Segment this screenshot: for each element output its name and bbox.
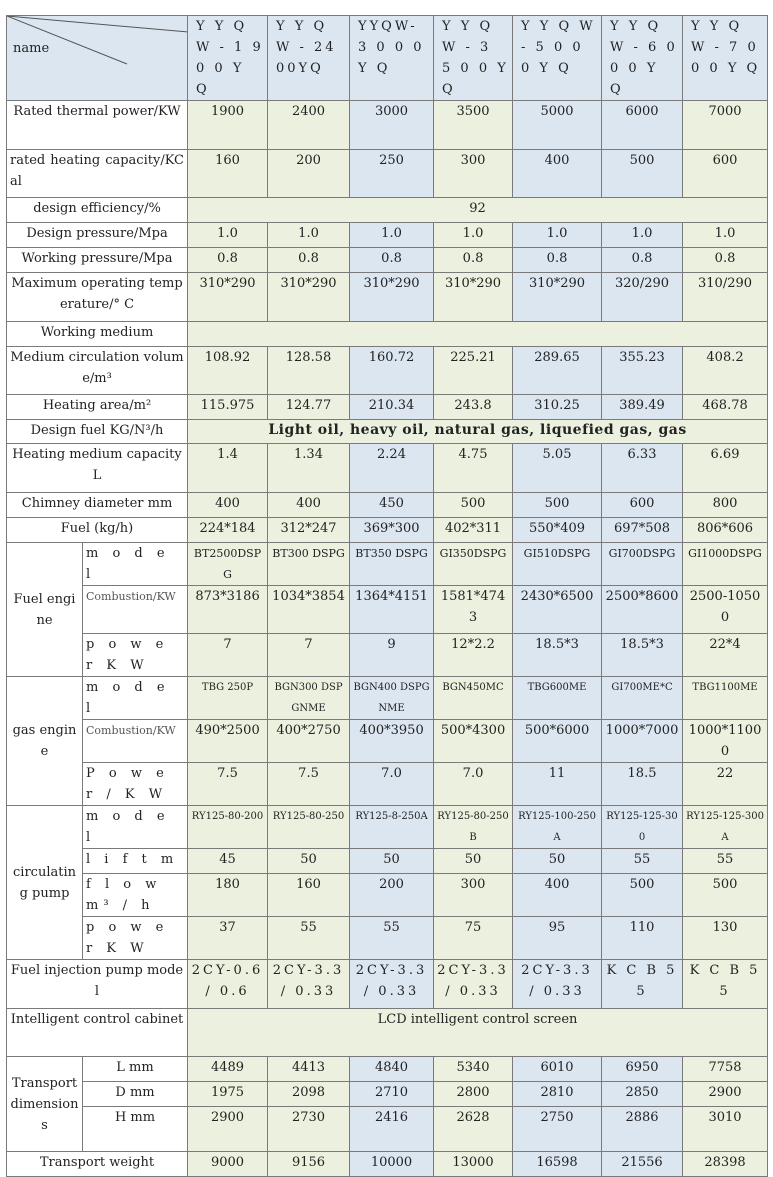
value-cell: 22 [683,763,768,806]
value-cell: 1.0 [683,223,768,248]
value-cell: 11 [513,763,602,806]
model-header: Y Y Q W - 3 5 0 0 Y Q [434,16,513,101]
value-cell: GI700DSPG [602,543,683,586]
value-cell: 5340 [434,1057,513,1082]
value-cell: 3500 [434,101,513,150]
value-cell: 18.5 [602,763,683,806]
value-cell: 108.92 [188,347,268,395]
value-cell: 500*4300 [434,720,513,763]
sub-label: Combustion/KW [83,720,188,763]
value-cell: BT350 DSPG [350,543,434,586]
value-cell: 4840 [350,1057,434,1082]
value-cell: 6.69 [683,444,768,493]
value-cell: 10000 [350,1152,434,1177]
table-row [7,150,768,198]
value-cell: RY125-125-300A [683,806,768,849]
table-row [7,960,768,1009]
model-header: YYQW- 3 0 0 0 Y Q [350,16,434,101]
merged-value-cell [188,322,768,347]
sub-label: D mm [83,1082,188,1107]
value-cell: 2098 [268,1082,350,1107]
value-cell: 2400 [268,101,350,150]
value-cell: 4489 [188,1057,268,1082]
value-cell: 128.58 [268,347,350,395]
value-cell: 28398 [683,1152,768,1177]
value-cell: 243.8 [434,395,513,420]
value-cell: RY125-100-250A [513,806,602,849]
value-cell: 2430*6500 [513,586,602,634]
row-label: rated heating capacity/KCal [7,150,188,198]
value-cell: 500 [602,874,683,917]
value-cell: 490*2500 [188,720,268,763]
value-cell: 300 [434,874,513,917]
table-row [7,223,768,248]
value-cell: 4.75 [434,444,513,493]
table-row [7,101,768,150]
row-label: Chimney diameter mm [7,493,188,518]
value-cell: 355.23 [602,347,683,395]
value-cell: 55 [268,917,350,960]
value-cell: RY125-80-200 [188,806,268,849]
value-cell: 300 [434,150,513,198]
value-cell: 0.8 [683,248,768,273]
value-cell: 320/290 [602,273,683,322]
value-cell: 55 [602,849,683,874]
value-cell: 1.0 [602,223,683,248]
row-label: design efficiency/% [7,198,188,223]
value-cell: 369*300 [350,518,434,543]
table-row [7,322,768,347]
row-label: Fuel injection pump model [7,960,188,1009]
value-cell: 9000 [188,1152,268,1177]
value-cell: 16598 [513,1152,602,1177]
value-cell: 75 [434,917,513,960]
table-row [7,493,768,518]
table-row [7,1107,768,1152]
model-header: Y Y Q W - 6 0 0 0 Y Q [602,16,683,101]
table-row [7,720,768,763]
group-label: circulating pump [7,806,83,960]
value-cell: 50 [513,849,602,874]
table-row [7,1057,768,1082]
value-cell: BGN300 DSPGNME [268,677,350,720]
value-cell: 160 [268,874,350,917]
table-row [7,586,768,634]
value-cell: 2628 [434,1107,513,1152]
table-row [7,763,768,806]
table-row [7,198,768,223]
row-label: Heating medium capacity L [7,444,188,493]
table-row [7,917,768,960]
table-row [7,1009,768,1057]
value-cell: 18.5*3 [602,634,683,677]
sub-label: p o w e r K W [83,634,188,677]
value-cell: 2900 [188,1107,268,1152]
value-cell: 4413 [268,1057,350,1082]
value-cell: 1.0 [268,223,350,248]
merged-value-cell: LCD intelligent control screen [188,1009,768,1057]
model-header: Y Y Q W - 7 0 0 0 Y Q [683,16,768,101]
value-cell: GI350DSPG [434,543,513,586]
value-cell: 400 [513,150,602,198]
value-cell: 400 [513,874,602,917]
value-cell: 9156 [268,1152,350,1177]
table-row [7,518,768,543]
row-label: Working pressure/Mpa [7,248,188,273]
value-cell: 50 [268,849,350,874]
value-cell: 2.24 [350,444,434,493]
value-cell: 1.0 [434,223,513,248]
table-row [7,874,768,917]
model-header: Y Y Q W - 1 9 0 0 Y Q [188,16,268,101]
value-cell: 55 [350,917,434,960]
value-cell: 6010 [513,1057,602,1082]
value-cell: 310*290 [513,273,602,322]
table-row [7,543,768,586]
value-cell: 55 [683,849,768,874]
value-cell: 225.21 [434,347,513,395]
sub-label: m o d e l [83,543,188,586]
value-cell: 21556 [602,1152,683,1177]
value-cell: 3000 [350,101,434,150]
sub-label: Combustion/KW [83,586,188,634]
merged-value-cell: Light oil, heavy oil, natural gas, liquefied gas, gas [188,420,768,444]
row-label: Intelligent control cabinet [7,1009,188,1057]
table-row [7,347,768,395]
value-cell: 2900 [683,1082,768,1107]
value-cell: 2CY-3.3 / 0.33 [268,960,350,1009]
value-cell: 37 [188,917,268,960]
merged-value-cell: 92 [188,198,768,223]
value-cell: 12*2.2 [434,634,513,677]
value-cell: 7.0 [350,763,434,806]
value-cell: 2730 [268,1107,350,1152]
value-cell: 7000 [683,101,768,150]
sub-label: L mm [83,1057,188,1082]
value-cell: K C B 55 [683,960,768,1009]
value-cell: 0.8 [350,248,434,273]
value-cell: 450 [350,493,434,518]
value-cell: TBG1100ME [683,677,768,720]
row-label: Working medium [7,322,188,347]
row-label: Fuel (kg/h) [7,518,188,543]
sub-label: p o w e r K W [83,917,188,960]
value-cell: 2810 [513,1082,602,1107]
value-cell: 50 [434,849,513,874]
value-cell: 7 [188,634,268,677]
value-cell: 1.4 [188,444,268,493]
value-cell: 1.0 [513,223,602,248]
boiler-spec-table [6,15,768,1177]
value-cell: 0.8 [513,248,602,273]
row-label: Design fuel KG/N³/h [7,420,188,444]
value-cell: 800 [683,493,768,518]
table-row [7,1082,768,1107]
corner-label: name [13,41,50,56]
value-cell: GI1000DSPG [683,543,768,586]
table-row [7,273,768,322]
value-cell: 2886 [602,1107,683,1152]
sub-label: l i f t m [83,849,188,874]
value-cell: 1000*11000 [683,720,768,763]
value-cell: 1581*4743 [434,586,513,634]
value-cell: 500 [434,493,513,518]
value-cell: 310/290 [683,273,768,322]
value-cell: 200 [350,874,434,917]
value-cell: 18.5*3 [513,634,602,677]
value-cell: 7.0 [434,763,513,806]
sub-label: m o d e l [83,677,188,720]
table-row [7,1152,768,1177]
value-cell: 600 [683,150,768,198]
value-cell: 1.0 [350,223,434,248]
sub-label: f l o w m³ / h [83,874,188,917]
value-cell: 2500-10500 [683,586,768,634]
value-cell: 600 [602,493,683,518]
value-cell: 468.78 [683,395,768,420]
value-cell: 2500*8600 [602,586,683,634]
value-cell: 408.2 [683,347,768,395]
value-cell: 200 [268,150,350,198]
value-cell: 7758 [683,1057,768,1082]
value-cell: 2CY-3.3 / 0.33 [350,960,434,1009]
value-cell: 7.5 [268,763,350,806]
value-cell: 250 [350,150,434,198]
value-cell: 6950 [602,1057,683,1082]
table-row [7,16,768,101]
value-cell: 1364*4151 [350,586,434,634]
group-label: gas engine [7,677,83,806]
corner-header-cell [7,16,188,101]
model-header: Y Y Q W - 2400YQ [268,16,350,101]
value-cell: 873*3186 [188,586,268,634]
sub-label: P o w e r / K W [83,763,188,806]
value-cell: 500 [513,493,602,518]
value-cell: 1.0 [188,223,268,248]
value-cell: 124.77 [268,395,350,420]
table-row [7,806,768,849]
value-cell: BGN400 DSPGNME [350,677,434,720]
value-cell: 115.975 [188,395,268,420]
value-cell: RY125-80-250 [268,806,350,849]
value-cell: 310*290 [434,273,513,322]
row-label: Heating area/m² [7,395,188,420]
value-cell: 22*4 [683,634,768,677]
table-row [7,395,768,420]
value-cell: RY125-125-300 [602,806,683,849]
value-cell: 1900 [188,101,268,150]
value-cell: 180 [188,874,268,917]
value-cell: 5000 [513,101,602,150]
value-cell: BT300 DSPG [268,543,350,586]
value-cell: 2750 [513,1107,602,1152]
value-cell: 289.65 [513,347,602,395]
value-cell: 400*2750 [268,720,350,763]
value-cell: 500 [602,150,683,198]
row-label: Transport weight [7,1152,188,1177]
table-row [7,677,768,720]
value-cell: 6000 [602,101,683,150]
model-header: Y Y Q W - 5 0 0 0 Y Q [513,16,602,101]
value-cell: 806*606 [683,518,768,543]
value-cell: 0.8 [268,248,350,273]
value-cell: 2CY-3.3 / 0.33 [434,960,513,1009]
value-cell: BT2500DSPG [188,543,268,586]
group-label: Transport dimensions [7,1057,83,1152]
value-cell: 210.34 [350,395,434,420]
value-cell: 2850 [602,1082,683,1107]
value-cell: 310*290 [188,273,268,322]
value-cell: 2416 [350,1107,434,1152]
value-cell: 310.25 [513,395,602,420]
value-cell: 697*508 [602,518,683,543]
value-cell: TBG 250P [188,677,268,720]
value-cell: 2800 [434,1082,513,1107]
value-cell: 312*247 [268,518,350,543]
table-row [7,248,768,273]
value-cell: 224*184 [188,518,268,543]
value-cell: 0.8 [434,248,513,273]
value-cell: GI510DSPG [513,543,602,586]
value-cell: 6.33 [602,444,683,493]
group-label: Fuel engine [7,543,83,677]
sub-label: H mm [83,1107,188,1152]
table-row [7,849,768,874]
value-cell: 130 [683,917,768,960]
value-cell: 2CY-3.3 / 0.33 [513,960,602,1009]
value-cell: 95 [513,917,602,960]
value-cell: 1000*7000 [602,720,683,763]
value-cell: 310*290 [350,273,434,322]
value-cell: 7.5 [188,763,268,806]
row-label: Maximum operating temperature/° C [7,273,188,322]
table-row [7,444,768,493]
value-cell: 1.34 [268,444,350,493]
value-cell: 500*6000 [513,720,602,763]
row-label: Rated thermal power/KW [7,101,188,150]
value-cell: 0.8 [602,248,683,273]
value-cell: 110 [602,917,683,960]
value-cell: 2710 [350,1082,434,1107]
value-cell: 400*3950 [350,720,434,763]
value-cell: RY125-8-250A [350,806,434,849]
table-row [7,634,768,677]
value-cell: RY125-80-250B [434,806,513,849]
value-cell: BGN450MC [434,677,513,720]
value-cell: 1034*3854 [268,586,350,634]
value-cell: GI700ME*C [602,677,683,720]
value-cell: 2CY-0.6 / 0.6 [188,960,268,1009]
value-cell: 400 [268,493,350,518]
value-cell: 0.8 [188,248,268,273]
value-cell: 9 [350,634,434,677]
value-cell: 50 [350,849,434,874]
value-cell: 400 [188,493,268,518]
value-cell: 13000 [434,1152,513,1177]
value-cell: 45 [188,849,268,874]
value-cell: 310*290 [268,273,350,322]
value-cell: TBG600ME [513,677,602,720]
value-cell: 5.05 [513,444,602,493]
table-row [7,420,768,444]
row-label: Medium circulation volume/m³ [7,347,188,395]
sub-label: m o d e l [83,806,188,849]
value-cell: 550*409 [513,518,602,543]
value-cell: 1975 [188,1082,268,1107]
value-cell: 160.72 [350,347,434,395]
row-label: Design pressure/Mpa [7,223,188,248]
value-cell: 160 [188,150,268,198]
value-cell: K C B 55 [602,960,683,1009]
value-cell: 3010 [683,1107,768,1152]
value-cell: 500 [683,874,768,917]
value-cell: 402*311 [434,518,513,543]
value-cell: 7 [268,634,350,677]
value-cell: 389.49 [602,395,683,420]
